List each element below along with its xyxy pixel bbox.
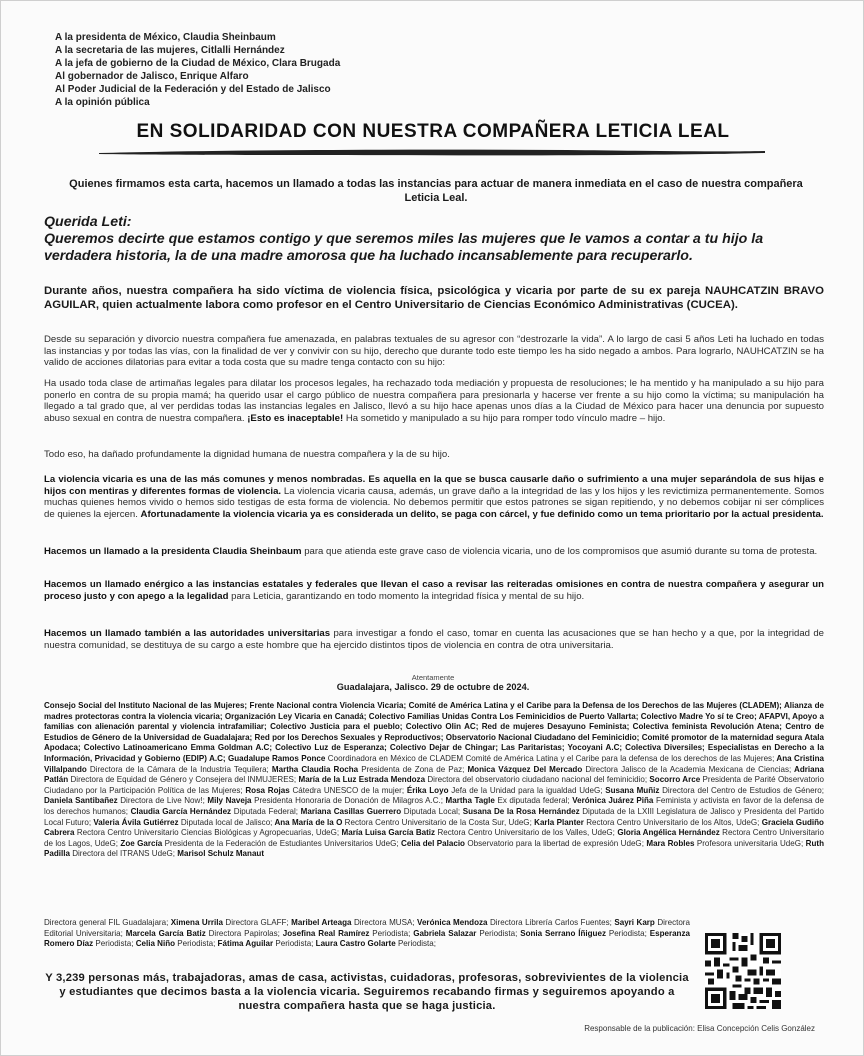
signer-name: Zoe García <box>117 838 163 848</box>
signer-role: Directora MUSA; <box>351 918 415 927</box>
signer-name: Celia Niño <box>133 939 176 949</box>
signer-role: Rectora Centro Universitario Ciencias Biológicas y Agropecuarias, UdeG; <box>74 828 340 838</box>
signer-name: María de la Luz Estrada Mendoza <box>296 775 426 785</box>
signer-role: Directora de Live Now!; <box>117 796 205 806</box>
signer-name: Ruth Padilla <box>44 838 825 859</box>
salutation-body: Queremos decirte que estamos contigo y que seremos miles las mujeres que le vamos a contar a tu hijo la verdadera historia, la de una madre amorosa que ha luchado incansablemente para recuperarlo. <box>44 231 764 264</box>
signer-role: Periodista; <box>175 939 216 949</box>
signer-name: Adriana Patlán <box>44 764 824 785</box>
signer-name: Socorro Arce <box>647 775 701 785</box>
signer-role: Diputada local de Jalisco; <box>178 817 273 827</box>
signer-name: Marisol Schulz Manaut <box>175 849 265 859</box>
signer-role: Directora del ITRANS UdeG; <box>69 849 176 859</box>
body-paragraph <box>44 474 824 520</box>
signer-role: Ex diputada federal; <box>494 796 570 806</box>
signer-name: Maribel Arteaga <box>288 918 352 927</box>
qr-code-icon <box>705 933 781 1009</box>
signer-name: Laura Castro Golarte <box>313 939 396 949</box>
addressee-list <box>55 31 340 109</box>
addressee-line: Al Poder Judicial de la Federación y del Estado de Jalisco <box>55 84 331 95</box>
signer-name: Susana De la Rosa Hernández <box>460 806 580 816</box>
signer-role: Feminista y activista en favor de la defensa de los derechos humanos; <box>44 796 824 816</box>
call-paragraph <box>44 546 824 558</box>
paragraph-text: para investigar a fondo el caso, tomar en cuenta las acusaciones que se han hecho y a que, por la integridad de nuestra comunidad, se destituya de su cargo a este hombre que ha ejercido distintos tipos de violencia en contra de otra universitaria. <box>44 628 824 651</box>
signer-name: Gabriela Salazar <box>410 928 477 938</box>
signer-role: Periodista; <box>605 928 647 938</box>
addressee-line: A la presidenta de México, Claudia Sheinbaum <box>55 32 276 43</box>
signer-role: Profesora universitaria UdeG; <box>694 838 804 848</box>
signer-name: Ana María de la O <box>272 817 343 827</box>
signer-role: Directora Librería Carlos Fuentes; <box>487 918 612 927</box>
signer-name: Monica Vázquez Del Mercado <box>464 764 583 774</box>
signer-role: Diputada Federal; <box>231 806 299 816</box>
signer-role: Directora de la Cámara de la Industria Tequilera; <box>86 764 269 774</box>
publication-responsible: Responsable de la publicación: Elisa Concepción Celis González <box>584 1024 815 1033</box>
intro-statement: Quienes firmamos esta carta, hacemos un llamado a todas las instancias para actuar de manera inmediata en el caso de nuestra compañera Leticia Leal. <box>69 178 803 204</box>
signers-block-continued <box>44 918 690 950</box>
signer-name: Mara Robles <box>643 838 695 848</box>
signer-role: Rectora Centro Universitario de la Costa Sur, UdeG; <box>342 817 532 827</box>
paragraph-text: Ha usado toda clase de artimañas legales para dilatar los procesos legales, ha rechazado toda mediación y propuesta de resoluciones; le ha mentido y ha manipulado a su hijo para ponerlo en contra de su propia mamá; ha querido usar el cargo público de nuestra compañera para presionarla y hacerse ver frente a su hijo como la víctima; su manipulación ha llegado a tal grado que, al ver perdidas todas las instancias legales en Jalisco, llevó a su hijo hace apenas unos días a la Ciudad de México para hacer una denuncia por supuesto abuso sexual en contra de nuestra compañera. <box>44 378 824 424</box>
signer-role: Periodista; <box>476 928 518 938</box>
signer-role: Diputada de la LXIII Legislatura de Jalisco y Presidenta del Partido Local Futuro; <box>44 806 824 827</box>
signer-name: Martha Claudia Rocha <box>268 764 359 774</box>
salutation-block <box>44 214 824 265</box>
paragraph-text: Ha sometido y manipulado a su hijo para romper todo vínculo madre – hijo. <box>345 412 666 424</box>
call-paragraph <box>44 628 824 651</box>
closing-label: Atentamente <box>411 673 455 682</box>
signer-name: Fátima Aguilar <box>215 939 274 949</box>
emphasis-text: Hacemos un llamado también a las autoridades universitarias <box>44 628 331 639</box>
signer-role: Presidenta de la Federación de Estudiantes Universitarios UdeG; <box>162 838 399 848</box>
signer-name: Valeria Ávila Gutiérrez <box>91 817 179 827</box>
addressee-line: A la opinión pública <box>55 97 150 108</box>
signer-role: Diputada Local; <box>401 806 461 816</box>
signers-block <box>44 701 824 860</box>
signer-role: Periodista; <box>369 928 411 938</box>
emphasis-text: Hacemos un llamado a la presidenta Claudia Sheinbaum <box>44 546 302 557</box>
body-paragraph: Desde su separación y divorcio nuestra compañera fue amenazada, en palabras textuales de su agresor con “destrozarle la vida”. A lo largo de casi 5 años Leti ha luchado en todas las instancias y por todas las vías, con la finalidad de ver y convivir con su hijo, derecho que durante todo este tiempo les ha sido negado a ambos. Para lograrlo, NAUHCATZIN se ha valido de acciones dilatorias para evitar a toda costa que su madre tenga contacto con su hijo: <box>44 334 824 368</box>
emphasis-text: Hacemos un llamado enérgico a las instancias estatales y federales que llevan el caso a revisar las reiteradas omisiones en contra de nuestra compañera y asegurar un proceso justo y con apego a la legalidad <box>44 579 824 602</box>
brush-stroke-divider <box>97 147 767 157</box>
signer-name: Mily Naveja <box>204 796 252 806</box>
closing-statement: Y 3,239 personas más, trabajadoras, amas de casa, activistas, cuidadoras, profesoras, sobrevivientes de la violencia y estudiantes que decimos basta a la violencia vicaria. Seguiremos recabando firmas y seguiremos apoyando a nuestra compañera hasta que se haga justicia. <box>45 972 689 1012</box>
paragraph-text: para que atienda este grave caso de violencia vicaria, uno de los compromisos que asumió durante su toma de protesta. <box>304 546 818 557</box>
emphasis-text: La violencia vicaria es una de las más comunes y menos nombradas. Es aquella en la que se busca causarle daño o sufrimiento a una mujer separándola de sus hijas e hijos con mentiras y diferentes formas de violencia. <box>44 474 824 497</box>
signer-name: Érika Loyo <box>404 785 449 795</box>
signer-name: Rosa Rojas <box>242 785 290 795</box>
signer-role: Directora del Centro de Estudios de Género; <box>659 785 824 795</box>
addressee-line: A la jefa de gobierno de la Ciudad de México, Clara Brugada <box>55 58 341 69</box>
signer-role: Observatorio para la libertad de expresión UdeG; <box>464 838 644 848</box>
signer-name: Verónica Mendoza <box>414 918 488 927</box>
signer-role: Coordinadora en México de CLADEM Comité de América Latina y el Caribe para la defensa de los derechos de las Mujeres; <box>327 753 775 763</box>
signer-name: Karla Planter <box>531 817 584 827</box>
place-date: Guadalajara, Jalisco. 29 de octubre de 2024. <box>336 682 530 692</box>
page-title: EN SOLIDARIDAD CON NUESTRA COMPAÑERA LETICIA LEAL <box>136 121 730 142</box>
signer-role: Cátedra UNESCO de la mujer; <box>289 785 405 795</box>
signer-name: Ximena Urrila <box>168 918 223 927</box>
signer-role: Periodista; <box>93 939 134 949</box>
signer-role: Rectora Centro Universitario de los Altos, UdeG; <box>583 817 760 827</box>
signer-name: Sayri Karp <box>611 918 655 927</box>
signer-name: Sonia Serrano Íñiguez <box>517 928 606 938</box>
signer-name: Verónica Juárez Piña <box>569 796 654 806</box>
emphasis-text: ¡Esto es inaceptable! <box>247 412 344 424</box>
signer-role: Jefa de la Unidad para la igualdad UdeG; <box>448 785 603 795</box>
signers-organizations: Consejo Social del Instituto Nacional de las Mujeres; Frente Nacional contra Violencia Vicaria; Comité de América Latina y el Caribe para la Defensa de los Derechos de las Mujeres (CLADEM); Alianza de madres protectoras contra la violencia vicaria; Organización Ley Vicaria en Canadá; Colectivo Familias Unidas Contra Los Feminicidios de Puerto Vallarta; Colectivo Madre Yo sí te Creo; AFAPVI, Apoyo a familias con alienación parental y violencia intrafamiliar; Colectivo Justicia para el pueblo; Colectivo Olin AC; Red de mujeres Desayuno Feminista; Colectiva feminista Revolución Atena; Centro de Estudios de Género de la Universidad de Guadalajara; Red por los Derechos Sexuales y Reproductivos; Observatorio Nacional Ciudadano del Feminicidio; Comité promotor de la maternidad segura Atala Apodaca; Colectivo Latinoamericano Emma Goldman A.C; Colectivo Luz de Esperanza; Colectivo Dejar de Chingar; Las Paritaristas; Yocoyani A.C; Colectiva Diversiles; Especialistas en Derecho a la Información, Privacidad y Gobierno (EDIP) A.C; Guadalupe Ramos Ponce <box>44 701 824 763</box>
signer-role: Directora Jalisco de la Academia Mexicana de Ciencias; <box>582 764 792 774</box>
signer-name: Mariana Casillas Guerrero <box>298 806 402 816</box>
signer-role: Directora general FIL Guadalajara; <box>44 918 169 927</box>
body-paragraph: Todo eso, ha dañado profundamente la dignidad humana de nuestra compañera y la de su hijo. <box>44 449 450 460</box>
signer-role: Periodista; <box>395 939 436 949</box>
signer-role: Directora GLAFF; <box>222 918 289 927</box>
signer-role: Rectora Centro Universitario de los Lagos, UdeG; <box>44 828 824 848</box>
signer-role: Directora del observatorio ciudadano nacional del feminicidio; <box>425 775 648 785</box>
signer-name: María Luisa García Batiz <box>339 828 436 838</box>
call-paragraph <box>44 579 824 602</box>
signer-role: Directora Papirolas; <box>205 928 280 938</box>
signer-name: Marcela García Batiz <box>122 928 206 938</box>
signer-name: Celia del Palacio <box>398 838 465 848</box>
signer-name: Daniela Santibañez <box>44 796 118 806</box>
emphasis-text: Afortunadamente la violencia vicaria ya es considerada un delito, se paga con cárcel, y fue definido como un tema prioritario por la actual presidenta. <box>140 508 824 520</box>
signer-name: Claudia García Hernández <box>127 806 232 816</box>
lead-paragraph: Durante años, nuestra compañera ha sido víctima de violencia física, psicológica y vicaria por parte de su ex pareja NAUHCATZIN BRAVO AGUILAR, quien actualmente labora como profesor en el Centro Universitario de Ciencias Económico Administrativas (CUCEA). <box>44 285 824 311</box>
signer-role: Rectora Centro Universitario de los Valles, UdeG; <box>435 828 615 838</box>
body-paragraph <box>44 378 824 424</box>
signer-role: Presidenta de Zona de Paz; <box>358 764 465 774</box>
signer-name: Martha Tagle <box>442 796 495 806</box>
signer-name: Esperanza Romero Díaz <box>44 928 690 949</box>
signer-role: Directora de Equidad de Género y Consejera del INMUJERES; <box>68 775 297 785</box>
signer-name: Ana Cristina Villalpando <box>44 753 824 774</box>
salutation-heading: Querida Leti: <box>44 214 132 230</box>
signer-role: Periodista; <box>273 939 314 949</box>
paragraph-text: La violencia vicaria causa, además, un grave daño a la integridad de las y los hijos y les revictimiza permanentemente. Somos muchas quienes hemos vivido o hemos sido testigas de esta forma de violencia. No debemos permitir que estos patrones se sigan repitiendo, y no debemos cobijar ni ser cómplices de quienes la ejercen. <box>44 485 824 520</box>
signer-name: Gloria Angélica Hernández <box>614 828 720 838</box>
addressee-line: Al gobernador de Jalisco, Enrique Alfaro <box>55 71 249 82</box>
signer-name: Graciela Gudiño Cabrera <box>44 817 824 838</box>
signer-name: Susana Muñiz <box>602 785 660 795</box>
signer-name: Josefina Real Ramírez <box>279 928 370 938</box>
paragraph-text: para Leticia, garantizando en todo momento la integridad física y mental de su hijo. <box>231 590 585 602</box>
signer-role: Presidenta de Parité Observatorio Ciudadano por la Participación Política de las Mujeres; <box>44 775 825 795</box>
addressee-line: A la secretaria de las mujeres, Citlalli Hernández <box>55 45 285 56</box>
signer-role: Directora Editorial Universitaria; <box>44 918 690 938</box>
signer-role: Presidenta Honoraria de Donación de Milagros A.C.; <box>251 796 443 806</box>
